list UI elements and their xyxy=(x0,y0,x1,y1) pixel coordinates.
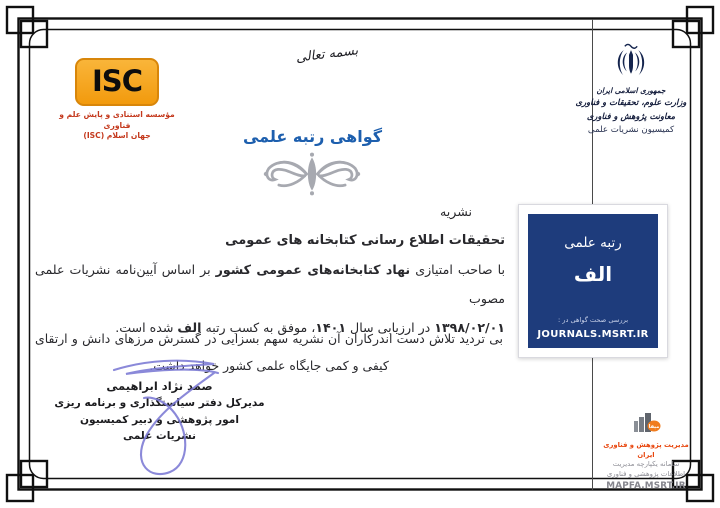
publisher-name: نهاد کتابخانه‌های عمومی کشور xyxy=(215,262,411,277)
ministry-line-country: جمهوری اسلامی ایران xyxy=(596,86,666,95)
ministry-line-deputy: معاونت پژوهش و فناوری xyxy=(586,110,676,121)
isc-logo: ISC xyxy=(75,58,159,106)
certificate-body xyxy=(35,197,505,342)
isc-logo-block xyxy=(54,58,180,142)
grade-badge-card xyxy=(518,204,668,358)
mapfa-subtitle-line2: اطلاعات پژوهشی و فناوری xyxy=(606,469,686,478)
approval-date: ۱۳۹۸/۰۲/۰۱ xyxy=(434,320,505,335)
grade-inline: الف xyxy=(177,320,202,335)
body-line3-mid1: در ارزیابی سال xyxy=(346,320,435,335)
journal-name: تحقیقات اطلاع رسانی کتابخانه های عمومی xyxy=(225,233,505,248)
ministry-line-ministry: وزارت علوم، تحقیقات و فناوری xyxy=(575,97,687,107)
body-line3-end: شده است. xyxy=(115,320,178,335)
svg-text:مپفا: مپفا xyxy=(648,424,660,430)
bismillah-text: بسمه تعالی xyxy=(295,43,359,66)
body-line3-mid2: ، موفق به کسب رتبه xyxy=(201,320,316,335)
badge-grade: الف xyxy=(573,262,613,286)
evaluation-year: ۱۴۰۱ xyxy=(315,320,347,335)
signature-block xyxy=(52,378,267,445)
body-line2-pre: با صاحب امتیازی xyxy=(410,262,506,277)
isc-subtitle-line1: مؤسسه استنادی و پایش علم و فناوری xyxy=(59,110,175,130)
ornament-divider-icon xyxy=(254,151,370,197)
mapfa-footer-block xyxy=(597,411,695,491)
ministry-header-block xyxy=(570,40,692,137)
signer-role-line3: نشریات علمی xyxy=(122,430,197,442)
closing-paragraph: بی تردید تلاش دست اندرکاران آن نشریه سهم بسزایی در گسترش مرزهای دانش و ارتقای کیفی و کمی جایگاه علمی کشور خواهد داشت. xyxy=(35,331,503,373)
signer-role-line1: مدیرکل دفتر سیاستگذاری و برنامه ریزی xyxy=(54,397,265,409)
mapfa-logo-icon xyxy=(631,411,661,435)
body-line-publisher xyxy=(35,255,505,313)
mapfa-url: MAPFA.MSRT.IR xyxy=(606,481,686,491)
signer-name: صمد نژاد ابراهیمی xyxy=(106,379,213,393)
badge-title: رتبه علمی xyxy=(564,235,622,251)
certificate-title: گواهی رتبه علمی xyxy=(242,127,383,146)
mapfa-subtitle-line1: سامانه یکپارچه مدیریت xyxy=(612,460,680,468)
ministry-line-commission: کمیسیون نشریات علمی xyxy=(587,125,675,135)
mapfa-title: مدیریت پژوهش و فناوری ایران xyxy=(603,441,689,459)
badge-verify-url: JOURNALS.MSRT.IR xyxy=(537,329,649,340)
body-line2-post: بر اساس آیین‌نامه نشریات علمی مصوب xyxy=(35,262,505,306)
journal-label: نشریه xyxy=(440,204,472,219)
signer-role-line2: امور پژوهشی و دبیر کمیسیون xyxy=(80,413,239,426)
grade-badge xyxy=(528,214,658,348)
badge-verify-label: بررسی صحت گواهی در : xyxy=(557,316,629,324)
iran-emblem-icon xyxy=(614,40,648,82)
isc-subtitle-line2: جهان اسلام (ISC) xyxy=(83,131,151,140)
